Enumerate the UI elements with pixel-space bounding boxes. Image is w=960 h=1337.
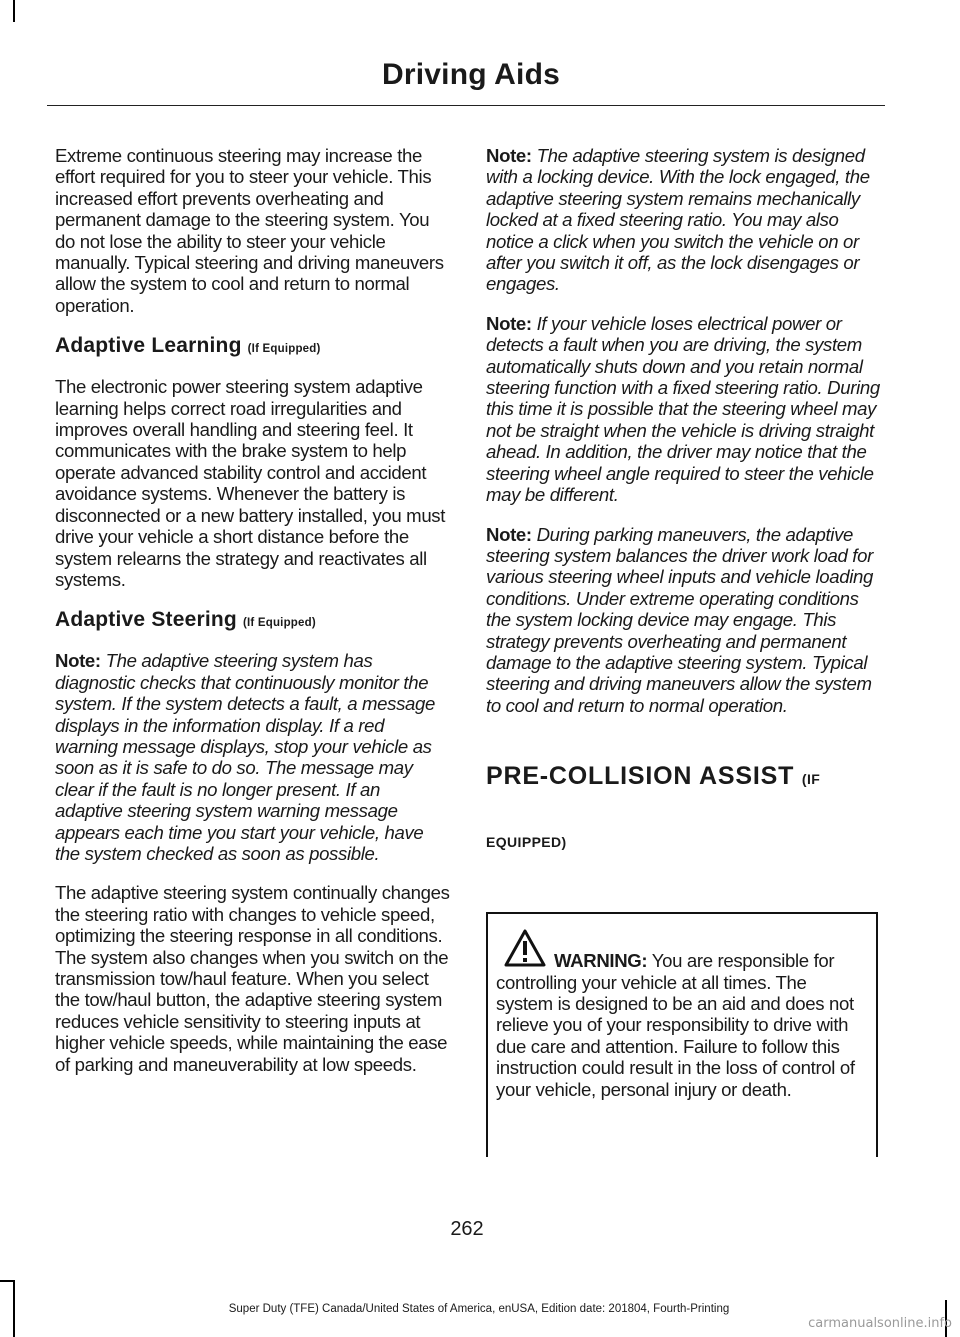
watermark: carmanualsonline.info [808, 1316, 952, 1331]
note-text: The adaptive steering system is designed with a locking device. With the lock engaged, the adaptive steering system remains mechanically locked at a fixed steering ratio. You may also notice a click when you switch the vehicle on or after you switch it off, as the lock disengages or engages. [486, 145, 870, 295]
adaptive-steering-title: Adaptive Steering [55, 608, 237, 632]
note-label: Note: [55, 650, 101, 672]
footer-edition: Super Duty (TFE) Canada/United States of America, enUSA, Edition date: 201804, Fourth-Printing [228, 1303, 730, 1315]
note-3 [486, 524, 882, 717]
adaptive-learning-qualifier: (If Equipped) [247, 343, 321, 356]
page-number: 262 [450, 1218, 484, 1240]
note-2 [486, 313, 882, 506]
crop-mark-bottom-left-h [0, 1280, 15, 1282]
note-1 [486, 145, 882, 295]
note-text: If your vehicle loses electrical power or detects a fault when you are driving, the system automatically shuts down and you retain normal steering function with a fixed steering ratio. During this time it is possible that the steering wheel may not be straight when the vehicle is driving straight ahead. In addition, the driver may notice that the steering wheel angle required to steer the vehicle may be different. [486, 312, 880, 506]
warning-text: You are responsible for controlling your vehicle at all times. The system is designed to be an aid and does not relieve you of your responsibility to drive with due care and attention. Failure to follow this instruction could result in the loss of control of your vehicle, personal injury or death. [496, 950, 855, 1100]
adaptive-steering-body: The adaptive steering system continually changes the steering ratio with changes to vehicle speed, optimizing the steering response in all conditions. The system also changes when you switch on the transmission tow/haul feature. When you select the tow/haul button, the adaptive steering system reduces vehicle sensitivity to steering inputs at higher vehicle speeds, while maintaining the ease of parking and maneuverability at low speeds. [55, 882, 450, 1075]
pre-collision-assist-heading [486, 746, 882, 872]
adaptive-steering-qualifier: (If Equipped) [243, 617, 316, 630]
adaptive-steering-note [55, 650, 451, 864]
adaptive-learning-body: The electronic power steering system adaptive learning helps correct road irregularities and improves overall handling and steering feel. It communicates with the brake system to help operate advanced stability control and accident avoidance systems. Whenever the battery is disconnected or a new battery installed, you must drive your vehicle a short distance before the system relearns the strategy and reactivates all systems. [55, 376, 446, 590]
right-column [486, 145, 882, 1157]
header-divider [47, 105, 885, 106]
note-label: Note: [486, 145, 532, 166]
intro-paragraph: Extreme continuous steering may increase the effort required for you to steer your vehicle. This increased effort prevents overheating and permanent damage to the steering system. You do not lose the ability to steer your vehicle manually. Typical steering and driving maneuvers allow the system to cool and return to normal operation. [55, 145, 444, 316]
warning-paragraph [496, 950, 868, 1100]
note-label: Note: [486, 523, 532, 545]
warning-label: WARNING: [554, 950, 648, 972]
adaptive-learning-title: Adaptive Learning [55, 334, 242, 358]
page-title: Driving Aids [382, 58, 560, 91]
adaptive-steering-heading [55, 608, 451, 632]
note-text: During parking maneuvers, the adaptive steering system balances the driver work load for various steering wheel inputs and vehicle loading conditions. Under extreme operating conditions the system locking device may engage. This strategy prevents overheating and permanent damage to the adaptive steering system. Typical steering and driving maneuvers allow the system to cool and return to normal operation. [486, 523, 874, 716]
section-qualifier-1: (IF [801, 771, 821, 788]
crop-mark-top-left [13, 0, 15, 22]
section-title: PRE-COLLISION ASSIST [486, 762, 795, 791]
warning-box [486, 912, 878, 1157]
note-label: Note: [486, 312, 532, 334]
adaptive-learning-heading [55, 334, 451, 358]
note-text: The adaptive steering system has diagnostic checks that continuously monitor the system. If the system detects a fault, a message displays in the information display. If a red warning message displays, stop your vehicle as soon as it is safe to do so. The message may clear if the fault is no longer present. If an adaptive steering system warning message appears each time you start your vehicle, have the system checked as soon as possible. [55, 650, 436, 864]
warning-icon [503, 928, 547, 968]
section-qualifier-2: EQUIPPED) [486, 834, 567, 851]
left-column [55, 145, 451, 1093]
